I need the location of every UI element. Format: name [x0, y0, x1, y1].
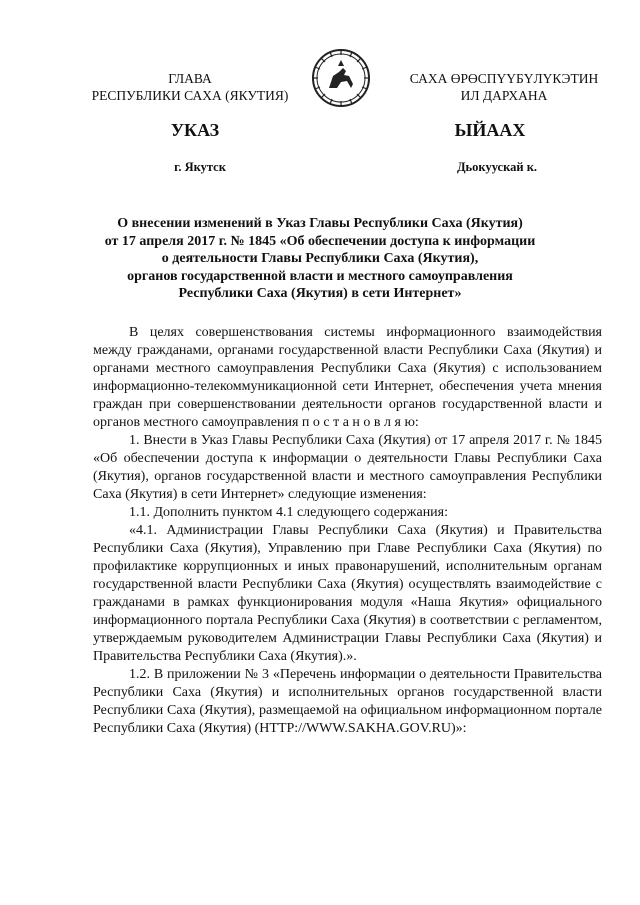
paragraph-item-1-2: 1.2. В приложении № 3 «Перечень информации о деятельности Правительства Республики Саха (Якутия) и исполнительных органов государственной власти Республики Саха (Якутия), размещаемой на официальном информационном портале Республики Саха (Якутия) (HTTP://WWW.SAKHA.GOV.RU)»: [93, 667, 602, 736]
document-title-line: о деятельности Главы Республики Саха (Якутия), [161, 251, 479, 266]
paragraph-item-1: 1. Внести в Указ Главы Республики Саха (Якутия) от 17 апреля 2017 г. № 1845 «Об обеспечении доступа к информации о деятельности Главы Республики Саха (Якутия), органов государственной власти и местного самоуправления Республики Саха (Якутия) в сети Интернет» следующие изменения: [93, 433, 602, 502]
paragraph-quoted-4-1: «4.1. Администрации Главы Республики Саха (Якутия) и Правительства Республики Саха (Якутия), Управлению при Главе Республики Саха (Якутия) по профилактике коррупционных и иных правонарушений, исполнительным органам государственной власти Республики Саха (Якутия) осуществлять взаимодействие с гражданами в рамках функционирования модуля «Наша Якутия» официального информационного портала Республики Саха (Якутия) в соответствии с регламентом, утверждаемым руководителем Администрации Главы Республики Саха (Якутия) и Правительства Республики Саха (Якутия).». [93, 523, 602, 664]
issuer-right-line2: ИЛ ДАРХАНА [460, 88, 548, 103]
document-title-line: Республики Саха (Якутия) в сети Интернет» [178, 286, 462, 301]
document-body [93, 324, 602, 738]
document-title-line: органов государственной власти и местного самоуправления [127, 268, 513, 284]
coat-of-arms-icon [311, 48, 371, 108]
document-title [80, 215, 560, 303]
document-title-line: от 17 апреля 2017 г. № 1845 «Об обеспечении доступа к информации [104, 233, 536, 249]
paragraph-preamble: В целях совершенствования системы информационного взаимодействия между гражданами, органами государственной власти Республики Саха (Якутия) и органами местного самоуправления Республики Саха (Якутия) с использованием информационно-телекоммуникационной сети Интернет, обеспечения учета мнения граждан при совершенствовании деятельности органов государственной власти и органов местного самоуправления п о с т а н о в л я ю: [93, 325, 602, 430]
document-title-line: О внесении изменений в Указ Главы Республики Саха (Якутия) [117, 216, 523, 231]
doc-type-sah: ЫЙААХ [454, 120, 526, 140]
city-sah: Дьокуускай к. [456, 160, 538, 174]
issuer-left [70, 70, 310, 104]
issuer-right-line1: САХА ӨРӨСПҮҮБҮЛҮКЭТИН [409, 71, 599, 86]
issuer-left-line2: РЕСПУБЛИКИ САХА (ЯКУТИЯ) [91, 88, 289, 103]
doc-type-ru: УКАЗ [170, 120, 220, 140]
issuer-right [388, 70, 620, 104]
issuer-left-line1: ГЛАВА [168, 71, 212, 86]
paragraph-item-1-1: 1.1. Дополнить пунктом 4.1 следующего содержания: [129, 505, 449, 520]
city-ru: г. Якутск [174, 160, 226, 174]
